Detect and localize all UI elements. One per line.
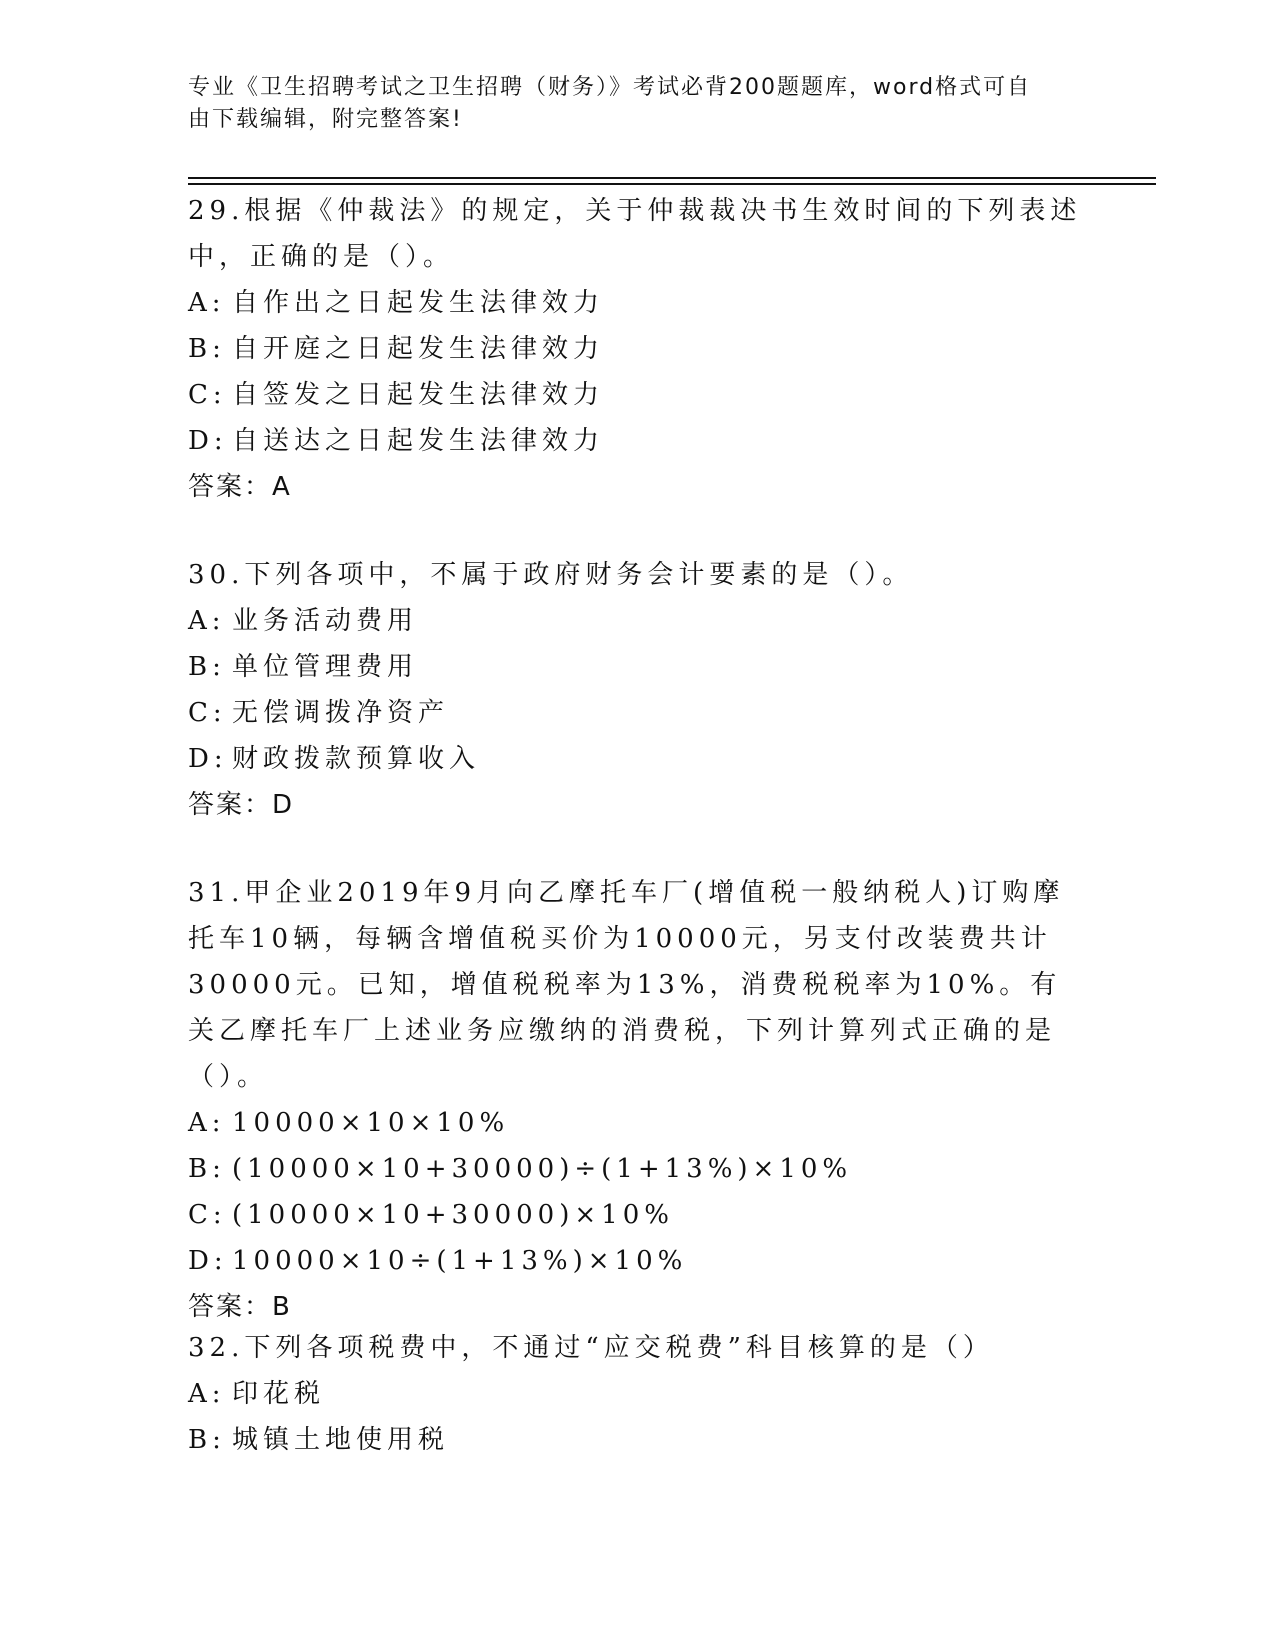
option-key: D: <box>188 1246 228 1276</box>
option-c <box>188 372 1088 418</box>
option-text: 自作出之日起发生法律效力 <box>232 288 605 318</box>
option-text: 自送达之日起发生法律效力 <box>232 426 605 456</box>
header-divider-bottom <box>188 183 1156 185</box>
option-text: 10000×10÷(1+13%)×10% <box>232 1246 688 1276</box>
option-text: 业务活动费用 <box>232 606 419 636</box>
answer-line: 答案：B <box>188 1292 292 1322</box>
option-key: A: <box>188 1108 226 1138</box>
option-key: C: <box>188 698 227 728</box>
option-key: B: <box>188 1425 226 1455</box>
question-stem: 32.下列各项税费中，不通过“应交税费”科目核算的是（） <box>188 1333 994 1363</box>
option-d <box>188 1238 1088 1284</box>
option-text: (10000×10+30000)×10% <box>232 1200 674 1230</box>
option-a <box>188 598 1088 644</box>
question-stem: 29.根据《仲裁法》的规定，关于仲裁裁决书生效时间的下列表述中，正确的是（）。 <box>188 196 1082 272</box>
question-32 <box>188 1325 1088 1463</box>
question-stem: 31.甲企业2019年9月向乙摩托车厂(增值税一般纳税人)订购摩托车10辆，每辆含增值税买价为10000元，另支付改装费共计30000元。已知，增值税税率为13%，消费税税率为10%。有关乙摩托车厂上述业务应缴纳的消费税，下列计算列式正确的是（）。 <box>188 878 1065 1092</box>
option-b <box>188 1417 1088 1463</box>
option-d <box>188 418 1088 464</box>
option-key: A: <box>188 606 226 636</box>
option-c <box>188 690 1088 736</box>
header-line-1: 专业《卫生招聘考试之卫生招聘（财务）》考试必背200题题库，word格式可自 <box>188 75 1032 100</box>
option-text: 印花税 <box>232 1379 326 1409</box>
option-key: D: <box>188 744 228 774</box>
option-key: D: <box>188 426 228 456</box>
option-key: A: <box>188 1379 226 1409</box>
option-text: 10000×10×10% <box>232 1108 510 1138</box>
option-text: 单位管理费用 <box>232 652 419 682</box>
question-30 <box>188 552 1088 828</box>
option-key: C: <box>188 380 227 410</box>
question-stem: 30.下列各项中，不属于政府财务会计要素的是（）。 <box>188 560 914 590</box>
option-b <box>188 326 1088 372</box>
option-text: (10000×10+30000)÷(1+13%)×10% <box>232 1154 853 1184</box>
answer-line: 答案：A <box>188 472 292 502</box>
header-divider-top <box>188 177 1156 179</box>
document-header <box>188 72 1068 136</box>
option-key: B: <box>188 652 226 682</box>
option-text: 自签发之日起发生法律效力 <box>232 380 605 410</box>
option-a <box>188 1371 1088 1417</box>
answer-line: 答案：D <box>188 790 295 820</box>
option-a <box>188 280 1088 326</box>
option-key: B: <box>188 334 226 364</box>
option-b <box>188 1146 1088 1192</box>
option-key: B: <box>188 1154 226 1184</box>
header-line-2: 由下载编辑，附完整答案! <box>188 107 463 132</box>
option-key: C: <box>188 1200 227 1230</box>
option-c <box>188 1192 1088 1238</box>
option-text: 城镇土地使用税 <box>232 1425 450 1455</box>
option-d <box>188 736 1088 782</box>
question-29 <box>188 188 1088 510</box>
option-key: A: <box>188 288 226 318</box>
option-b <box>188 644 1088 690</box>
option-text: 财政拨款预算收入 <box>232 744 481 774</box>
option-text: 自开庭之日起发生法律效力 <box>232 334 605 364</box>
option-a <box>188 1100 1088 1146</box>
question-31 <box>188 870 1088 1330</box>
option-text: 无偿调拨净资产 <box>232 698 450 728</box>
